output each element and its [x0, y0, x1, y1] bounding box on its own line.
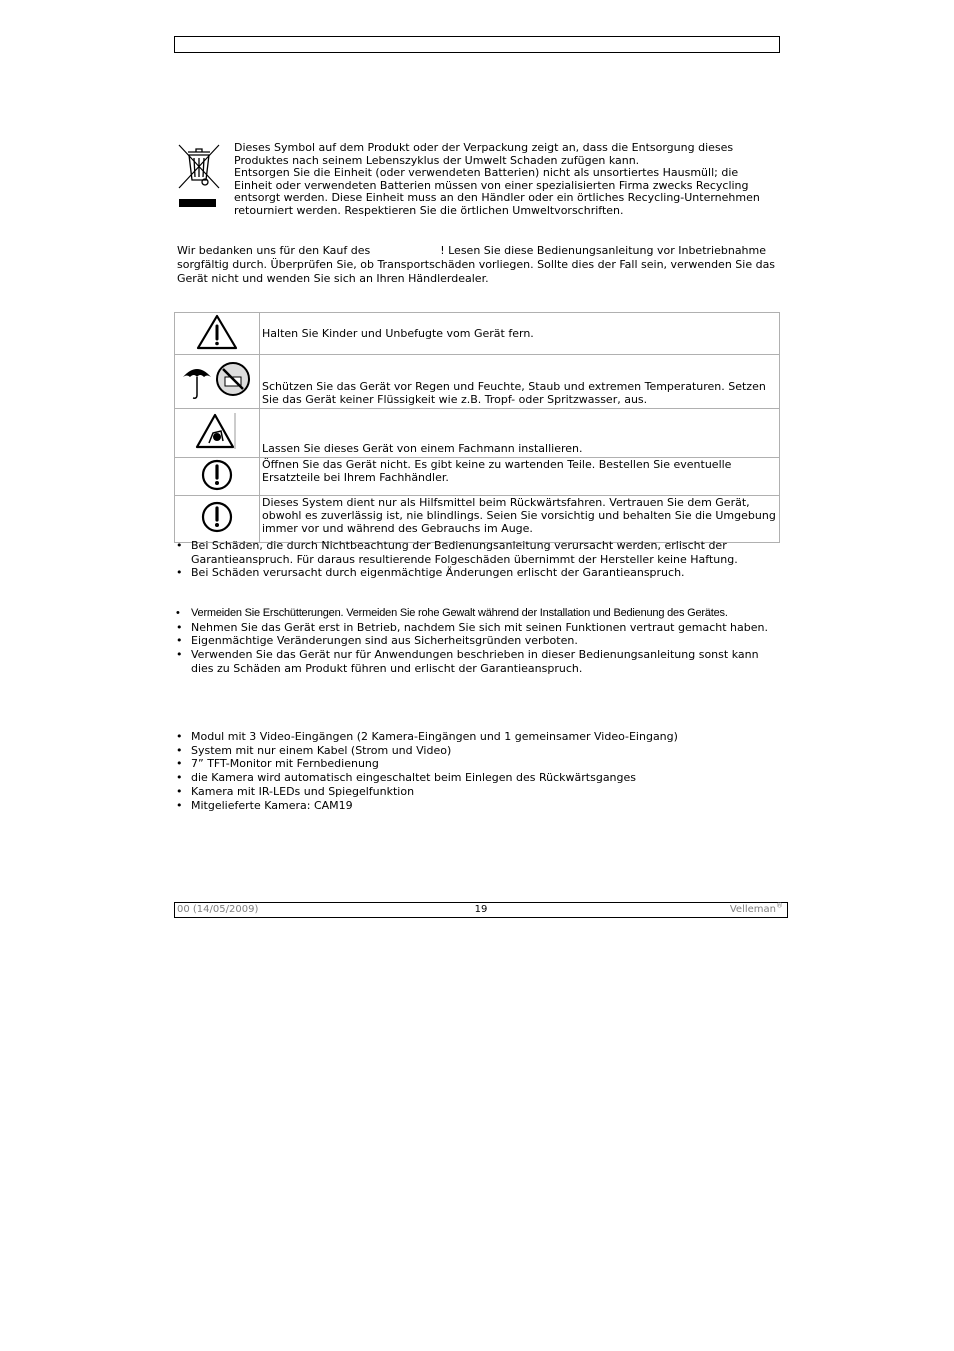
list-item: • System mit nur einem Kabel (Strom und Video) [174, 744, 779, 758]
footer-brand [730, 903, 783, 917]
safety-text: Schützen Sie das Gerät vor Regen und Feuchte, Staub und extremen Temperaturen. Setzen Sie das Gerät keiner Flüssigkeit wie z.B. Tropf- oder Spritzwasser, aus. [260, 355, 780, 409]
features-list [174, 730, 779, 812]
warranty-list [174, 539, 779, 580]
umbrella-no-water-icon [180, 391, 254, 404]
technician-warning-icon [195, 441, 239, 454]
safety-row [175, 355, 780, 409]
list-item: • Kamera mit IR-LEDs und Spiegelfunktion [174, 785, 779, 799]
list-item: • Verwenden Sie das Gerät nur für Anwendungen beschrieben in dieser Bedienungsanleitung sonst kann dies zu Schäden am Produkt führen und erlischt der Garantieanspruch. [174, 648, 779, 675]
safety-text: Öffnen Sie das Gerät nicht. Es gibt keine zu wartenden Teile. Bestellen Sie eventuelle Ersatzteile bei Ihrem Fachhändler. [260, 458, 780, 496]
list-item: • Eigenmächtige Veränderungen sind aus Sicherheitsgründen verboten. [174, 634, 779, 648]
intro-part-1: Wir bedanken uns für den Kauf des [177, 244, 371, 257]
list-item: • die Kamera wird automatisch eingeschaltet beim Einlegen des Rückwärtsganges [174, 771, 779, 785]
weee-notice [234, 142, 779, 217]
warning-triangle-icon [196, 340, 238, 353]
intro-part-2: ! Lesen Sie diese Bedienungsanleitung vor Inbetriebnahme sorgfältig durch. Überprüfen Sie, ob Transportschäden vorliegen. Sollte dies der Fall sein, verwenden Sie das Gerät nicht und wenden Sie sich an Ihren Händlerdealer. [177, 244, 776, 285]
brand-name: Velleman [729, 904, 776, 915]
registered-mark: ® [776, 901, 783, 910]
safety-text: Halten Sie Kinder und Unbefugte vom Gerät fern. [260, 313, 780, 355]
safety-row [175, 458, 780, 496]
exclamation-circle-icon [200, 481, 234, 494]
weee-line-2: Entsorgen Sie die Einheit (oder verwendeten Batterien) nicht als unsortiertes Hausmüll; die Einheit oder verwendeten Batterien müssen von einer spezialisierten Firma zwecks Recycling entsorgt werden. Diese Einheit muss an den Händler oder ein örtliches Recycling-Unternehmen retourniert werden. Respektieren Sie die örtlichen Umweltvorschriften. [234, 166, 760, 217]
list-item: • Mitgelieferte Kamera: CAM19 [174, 799, 779, 813]
intro-paragraph [177, 244, 777, 286]
weee-line-1: Dieses Symbol auf dem Produkt oder der Verpackung zeigt an, dass die Entsorgung dieses Produktes nach seinem Lebenszyklus der Umwelt Schaden zufügen kann. [234, 141, 734, 167]
footer-version: 00 (14/05/2009) [177, 904, 259, 915]
page-number: 19 [474, 904, 488, 915]
safety-table [174, 312, 780, 543]
list-item: • Bei Schäden, die durch Nichtbeachtung der Bedienungsanleitung verursacht werden, erlischt der Garantieanspruch. Für daraus resultierende Folgeschäden übernimmt der Hersteller keine Haftung. [174, 539, 779, 566]
usage-list [174, 607, 779, 676]
list-item: • Modul mit 3 Video-Eingängen (2 Kamera-Eingängen und 1 gemeinsamer Video-Eingang) [174, 730, 779, 744]
header-box [174, 36, 780, 53]
list-item: • Nehmen Sie das Gerät erst in Betrieb, nachdem Sie sich mit seinen Funktionen vertraut gemacht haben. [174, 621, 779, 635]
page-footer [174, 902, 788, 918]
safety-row [175, 409, 780, 458]
list-item: • Bei Schäden verursacht durch eigenmächtige Änderungen erlischt der Garantieanspruch. [174, 566, 779, 580]
safety-text: Dieses System dient nur als Hilfsmittel beim Rückwärtsfahren. Vertrauen Sie dem Gerät, obwohl es zuverlässig ist, nie blindlings. Seien Sie vorsichtig und behalten Sie die Umgebung immer vor und während des Gebrauchs im Auge. [260, 496, 780, 543]
safety-row [175, 496, 780, 543]
safety-text: Lassen Sie dieses Gerät von einem Fachmann installieren. [260, 409, 780, 458]
exclamation-circle-icon [200, 523, 234, 536]
safety-row [175, 313, 780, 355]
crossed-out-wheelie-bin-icon [176, 142, 222, 210]
list-item: • 7” TFT-Monitor mit Fernbedienung [174, 757, 779, 771]
list-item: • Vermeiden Sie Erschütterungen. Vermeiden Sie rohe Gewalt während der Installation und Bedienung des Gerätes. [174, 607, 779, 621]
